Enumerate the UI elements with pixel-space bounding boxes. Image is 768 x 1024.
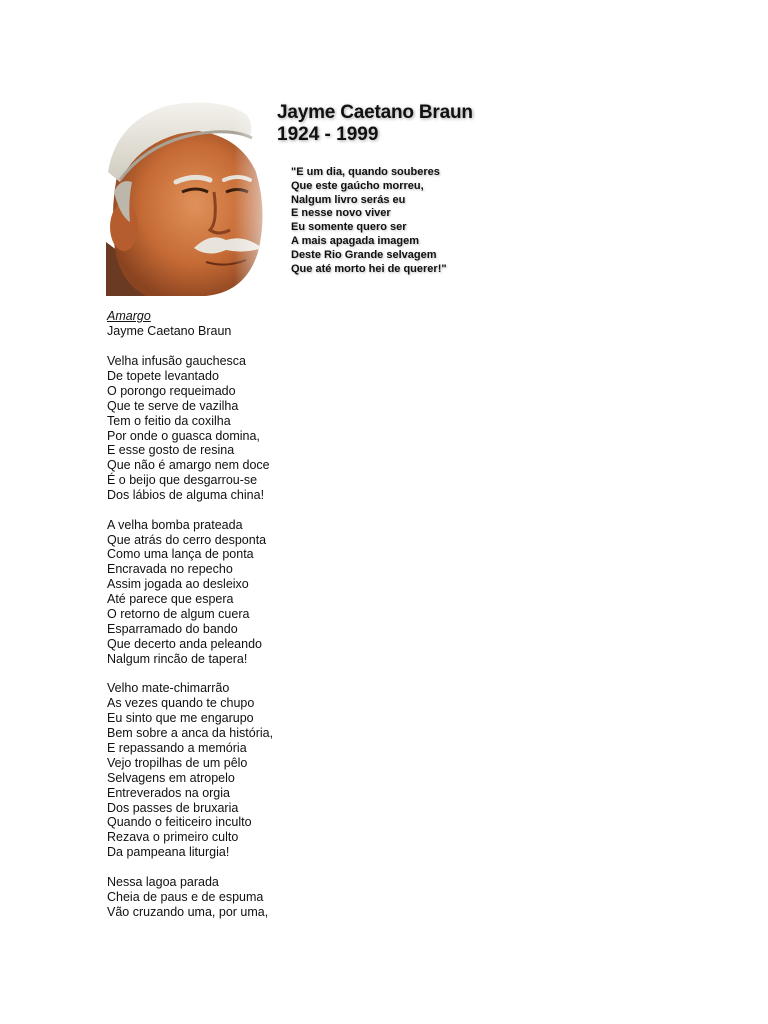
- poem-line: Rezava o primeiro culto: [107, 830, 239, 845]
- poem-line: Dos passes de bruxaria: [107, 800, 239, 815]
- poem-line: Entreverados na orgia: [107, 785, 230, 800]
- epigraph-line: Nalgum livro serás eu: [291, 193, 406, 206]
- poem-line: O retorno de algum cuera: [107, 607, 250, 622]
- poem-line: Assim jogada ao desleixo: [107, 577, 249, 592]
- poem-line: Vejo tropilhas de um pêlo: [107, 755, 248, 770]
- author-name: Jayme Caetano Braun: [277, 102, 473, 123]
- poem-line: Velho mate-chimarrão: [107, 681, 230, 696]
- poem-line: Que atrás do cerro desponta: [107, 532, 267, 547]
- poem-line: A velha bomba prateada: [107, 517, 243, 532]
- poem-line: As vezes quando te chupo: [107, 696, 255, 711]
- poem-line: Quando o feiticeiro inculto: [107, 815, 252, 830]
- poem-line: Vão cruzando uma, por uma,: [107, 904, 269, 919]
- epigraph-line: "E um dia, quando souberes: [291, 166, 440, 178]
- header: [106, 92, 473, 298]
- stanza-3: [107, 681, 367, 860]
- poem-line: Tem o feitio da coxilha: [107, 413, 231, 428]
- poem-line: Até parece que espera: [107, 592, 234, 607]
- poem: [107, 309, 367, 934]
- poem-line: Eu sinto que me engarupo: [107, 711, 254, 726]
- poem-line: Como uma lança de ponta: [107, 547, 254, 562]
- title-block: [277, 102, 473, 146]
- poem-line: E esse gosto de resina: [107, 443, 235, 458]
- epigraph-line: Que este gaúcho morreu,: [291, 179, 424, 192]
- poem-line: Bem sobre a anca da história,: [107, 726, 274, 741]
- epigraph-line: E nesse novo viver: [291, 207, 391, 220]
- poem-line: O porongo requeimado: [107, 383, 236, 398]
- poem-line: Da pampeana liturgia!: [107, 845, 230, 860]
- portrait-photo: [106, 92, 284, 296]
- poem-line: Esparramado do bando: [107, 622, 238, 636]
- poem-line: Selvagens em atropelo: [107, 770, 235, 785]
- poem-title: Amargo: [107, 309, 151, 323]
- poem-line: Dos lábios de alguma china!: [107, 488, 265, 503]
- poem-line: Cheia de paus e de espuma: [107, 889, 264, 904]
- author-years: 1924 - 1999: [277, 124, 379, 145]
- stanza-2: [107, 518, 367, 667]
- poem-line: Que te serve de vazilha: [107, 398, 239, 413]
- poem-line: Por onde o guasca domina,: [107, 428, 260, 443]
- poem-line: Que não é amargo nem doce: [107, 458, 270, 473]
- poem-line: E repassando a memória: [107, 740, 247, 755]
- epigraph: [291, 166, 447, 276]
- poem-line: Nessa lagoa parada: [107, 874, 219, 889]
- epigraph-line: Que até morto hei de querer!": [291, 262, 447, 275]
- poem-line: É o beijo que desgarrou-se: [107, 473, 258, 488]
- poem-line: De topete levantado: [107, 368, 219, 383]
- poem-line: Velha infusão gauchesca: [107, 354, 246, 368]
- poem-line: Nalgum rincão de tapera!: [107, 651, 248, 666]
- poem-line: Encravada no repecho: [107, 562, 233, 577]
- stanza-4: [107, 875, 367, 920]
- epigraph-line: A mais apagada imagem: [291, 234, 419, 247]
- epigraph-line: Eu somente quero ser: [291, 221, 407, 234]
- stanza-1: [107, 354, 367, 503]
- epigraph-line: Deste Rio Grande selvagem: [291, 248, 437, 261]
- poem-author: Jayme Caetano Braun: [107, 324, 232, 338]
- poem-line: Que decerto anda peleando: [107, 636, 262, 651]
